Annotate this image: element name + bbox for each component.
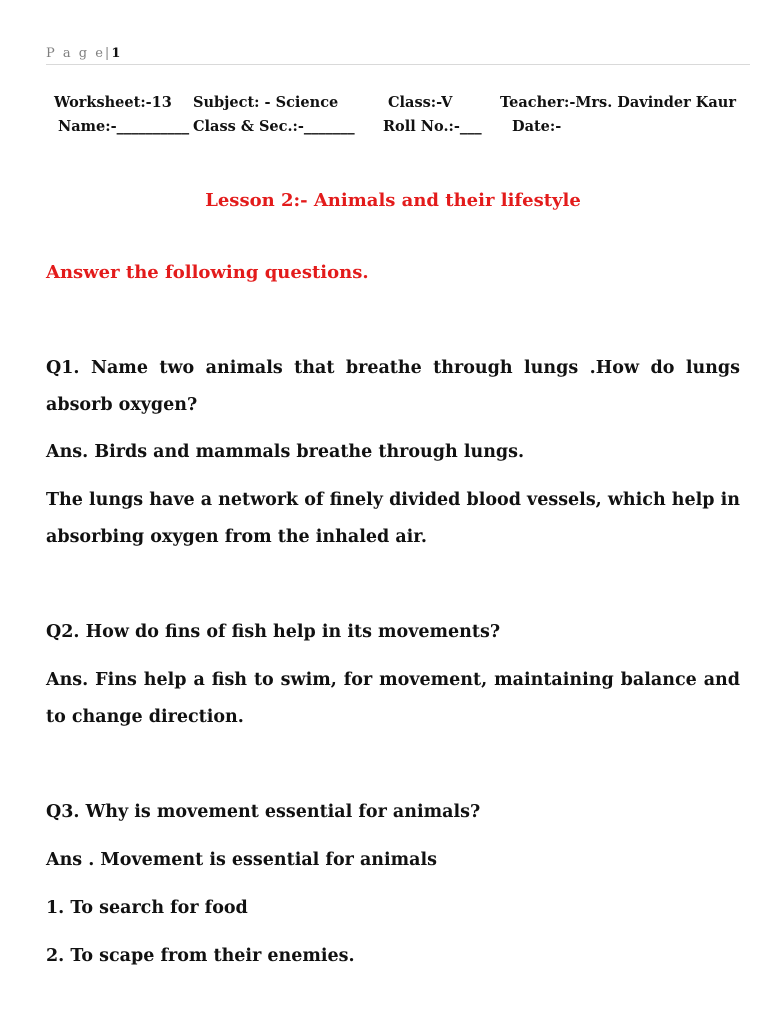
answer-3-point-2: 2. To scape from their enemies. bbox=[46, 946, 355, 966]
page-number: P a g e|1 bbox=[46, 46, 121, 61]
worksheet-number: Worksheet:-13 bbox=[54, 94, 172, 111]
lesson-title: Lesson 2:- Animals and their lifestyle bbox=[205, 190, 581, 211]
page-label: P a g e bbox=[46, 46, 105, 61]
class-section-field: Class & Sec.:-_______ bbox=[193, 118, 355, 135]
subject: Subject: - Science bbox=[193, 94, 339, 111]
header-divider bbox=[46, 64, 750, 65]
roll-number-field: Roll No.:-___ bbox=[383, 118, 482, 135]
answer-3-intro: Ans . Movement is essential for animals bbox=[46, 850, 438, 870]
class: Class:-V bbox=[388, 94, 453, 111]
answer-1-line-2: The lungs have a network of finely divided blood vessels, which help in absorbing oxygen from the inhaled air. bbox=[46, 490, 740, 547]
answer-3-point-1: 1. To search for food bbox=[46, 898, 248, 918]
name-field: Name:-__________ bbox=[58, 118, 190, 135]
teacher: Teacher:-Mrs. Davinder Kaur bbox=[500, 94, 736, 111]
page-number-value: 1 bbox=[111, 46, 121, 61]
question-2: Q2. How do fins of fish help in its movements? bbox=[46, 622, 501, 642]
answer-1-line-1: Ans. Birds and mammals breathe through lungs. bbox=[46, 442, 525, 462]
question-1: Q1. Name two animals that breathe through lungs .How do lungs absorb oxygen? bbox=[46, 358, 740, 415]
date-field: Date:- bbox=[512, 118, 562, 135]
answer-2: Ans. Fins help a fish to swim, for movement, maintaining balance and to change direction. bbox=[46, 670, 740, 727]
instruction: Answer the following questions. bbox=[46, 262, 369, 283]
question-3: Q3. Why is movement essential for animals? bbox=[46, 802, 481, 822]
